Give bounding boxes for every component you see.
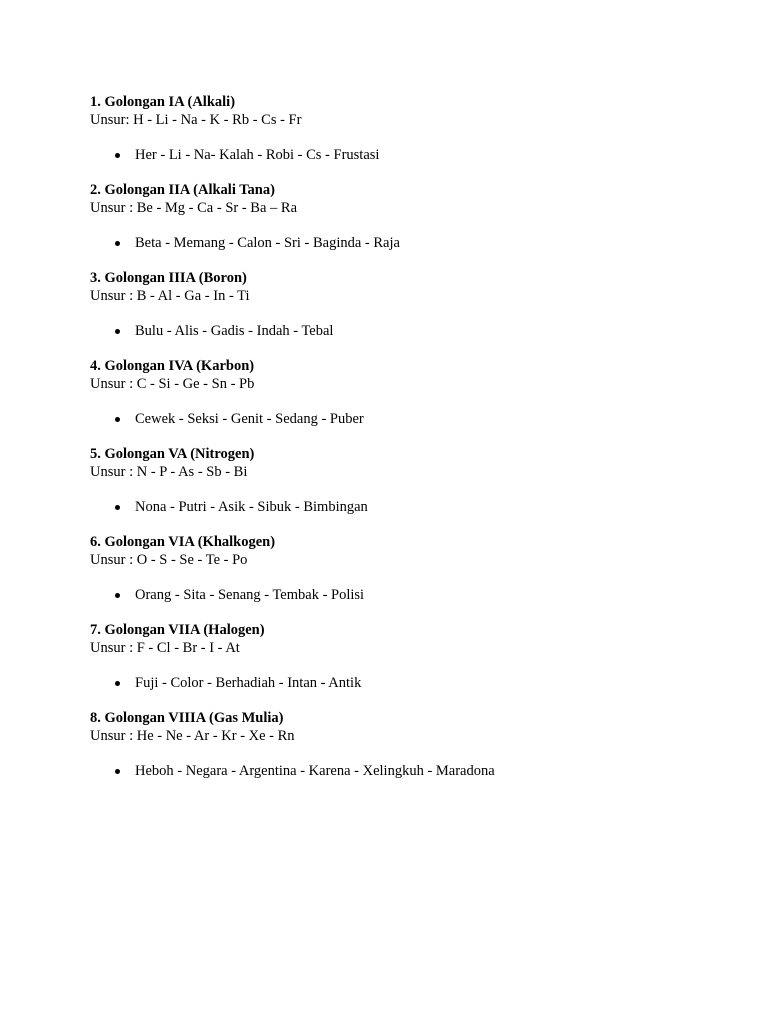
group-elements: Unsur : Be - Mg - Ca - Sr - Ba – Ra [90,200,298,216]
group-elements: Unsur : F - Cl - Br - I - At [90,640,240,656]
mnemonic-item [90,762,730,780]
mnemonic-text: Heboh - Negara - Argentina - Karena - Xelingkuh - Maradona [135,763,495,779]
group-heading: 7. Golongan VIIA (Halogen) [90,622,265,638]
group-elements: Unsur: H - Li - Na - K - Rb - Cs - Fr [90,112,302,128]
mnemonic-text: Her - Li - Na- Kalah - Robi - Cs - Frustasi [135,147,380,163]
group-heading: 5. Golongan VA (Nitrogen) [90,446,255,462]
group-elements: Unsur : B - Al - Ga - In - Ti [90,288,250,304]
bullet-icon [115,153,120,158]
mnemonic-item [90,674,730,692]
group-section [90,533,730,604]
mnemonic-text: Bulu - Alis - Gadis - Indah - Tebal [135,323,334,339]
group-elements: Unsur : O - S - Se - Te - Po [90,552,248,568]
bullet-icon [115,241,120,246]
group-elements: Unsur : N - P - As - Sb - Bi [90,464,248,480]
document-page [90,93,730,797]
bullet-icon [115,329,120,334]
mnemonic-item [90,234,730,252]
mnemonic-list [90,410,730,428]
bullet-icon [115,593,120,598]
group-section [90,181,730,252]
mnemonic-list [90,674,730,692]
mnemonic-list [90,146,730,164]
group-section [90,269,730,340]
mnemonic-text: Cewek - Seksi - Genit - Sedang - Puber [135,411,364,427]
group-heading: 8. Golongan VIIIA (Gas Mulia) [90,710,284,726]
group-heading: 6. Golongan VIA (Khalkogen) [90,534,276,550]
group-elements: Unsur : C - Si - Ge - Sn - Pb [90,376,255,392]
mnemonic-text: Fuji - Color - Berhadiah - Intan - Antik [135,675,362,691]
mnemonic-list [90,322,730,340]
bullet-icon [115,417,120,422]
mnemonic-list [90,586,730,604]
bullet-icon [115,681,120,686]
mnemonic-text: Beta - Memang - Calon - Sri - Baginda - Raja [135,235,400,251]
mnemonic-item [90,410,730,428]
group-heading: 2. Golongan IIA (Alkali Tana) [90,182,275,198]
mnemonic-text: Orang - Sita - Senang - Tembak - Polisi [135,587,365,603]
group-section [90,357,730,428]
group-heading: 1. Golongan IA (Alkali) [90,94,236,110]
mnemonic-item [90,586,730,604]
mnemonic-item [90,322,730,340]
mnemonic-item [90,146,730,164]
mnemonic-list [90,498,730,516]
group-elements: Unsur : He - Ne - Ar - Kr - Xe - Rn [90,728,295,744]
mnemonic-text: Nona - Putri - Asik - Sibuk - Bimbingan [135,499,368,515]
mnemonic-list [90,762,730,780]
bullet-icon [115,505,120,510]
group-section [90,621,730,692]
bullet-icon [115,769,120,774]
group-section [90,709,730,780]
mnemonic-list [90,234,730,252]
group-section [90,445,730,516]
group-heading: 4. Golongan IVA (Karbon) [90,358,255,374]
group-heading: 3. Golongan IIIA (Boron) [90,270,247,286]
group-section [90,93,730,164]
mnemonic-item [90,498,730,516]
